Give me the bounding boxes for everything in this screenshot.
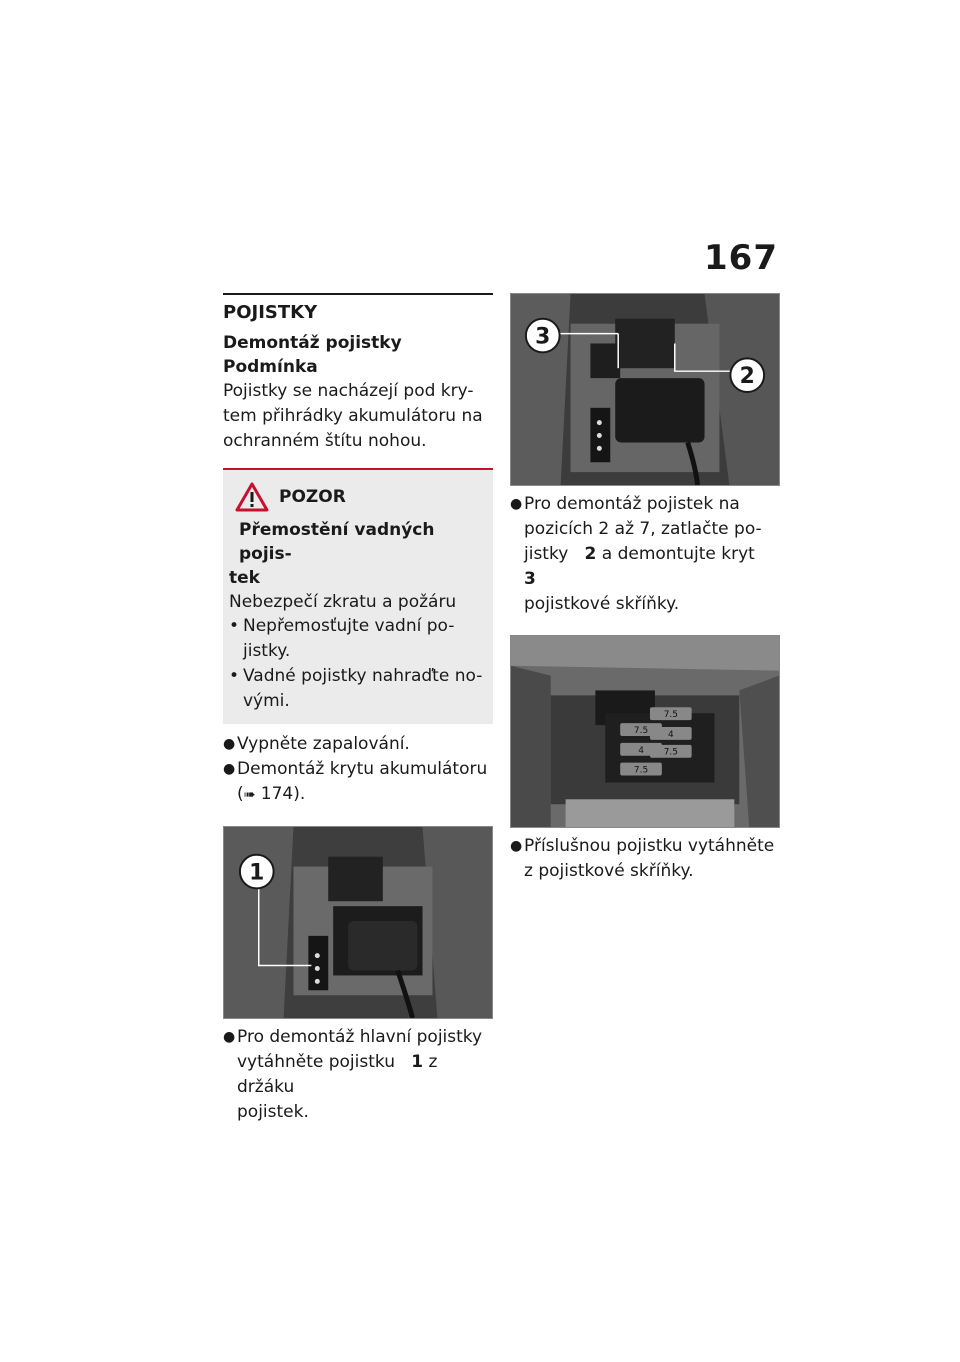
page-ref-arrow-icon: ➠	[243, 787, 256, 803]
fuse-label: 4	[638, 745, 644, 756]
fuse-label: 7.5	[633, 725, 649, 736]
list-item: ● Pro demontáž hlavní pojistky vytáhněte pojistku 1 z držáku pojistek.	[223, 1027, 483, 1122]
warning-title: Přemostění vadných pojis- tek	[229, 520, 435, 588]
warning-label: POZOR	[279, 487, 346, 507]
page-ref-link[interactable]: 174).	[260, 784, 306, 804]
list-item: ● Pro demontáž pojistek na pozicích 2 až 7, zatlačte po- jistky 2 a demontujte kryt 3 pojistkové skříňky.	[510, 494, 762, 614]
figure-callout: 3	[535, 324, 551, 350]
fuse-label: 4	[667, 729, 674, 740]
main-fuse-photo	[223, 826, 493, 1019]
step-list-2	[223, 1025, 493, 1125]
left-column	[223, 293, 493, 1125]
list-item: ● Demontáž krytu akumulátoru (➠ 174).	[223, 759, 488, 804]
section-rule	[223, 293, 493, 295]
fuse-label: 7.5	[633, 765, 649, 776]
subsection-title: Demontáž pojistky	[223, 333, 402, 353]
list-item: ● Příslušnou pojistku vytáhněte z pojistkové skříňky.	[510, 836, 775, 881]
step-list-4	[510, 834, 780, 884]
right-column	[510, 293, 780, 884]
fuse-label: 7.5	[663, 747, 678, 758]
section-title: POJISTKY	[223, 302, 318, 323]
condition-text: Pojistky se nacházejí pod kry- tem přihrádky akumulátoru na ochranném štítu nohou.	[223, 381, 483, 451]
list-item: • Nepřemosťujte vadní po- jistky.	[229, 616, 455, 661]
step-list	[223, 732, 493, 808]
step-list-3	[510, 492, 780, 617]
fuse-label: 7.5	[663, 710, 678, 721]
condition-label: Podmínka	[223, 357, 318, 377]
list-item: ● Vypněte zapalování.	[223, 734, 410, 754]
warning-list	[229, 614, 487, 714]
warning-text: Nebezpečí zkratu a požáru	[229, 592, 457, 612]
list-item: • Vadné pojistky nahraďte no- vými.	[229, 666, 483, 711]
warning-box	[223, 468, 493, 724]
fuse-removal-photo	[510, 635, 780, 828]
figure-callout: 2	[739, 364, 755, 390]
fuse-box-cover-photo	[510, 293, 780, 486]
figure-callout: 1	[249, 860, 265, 886]
warning-triangle-icon	[235, 482, 269, 512]
page-number: 167	[704, 238, 778, 278]
